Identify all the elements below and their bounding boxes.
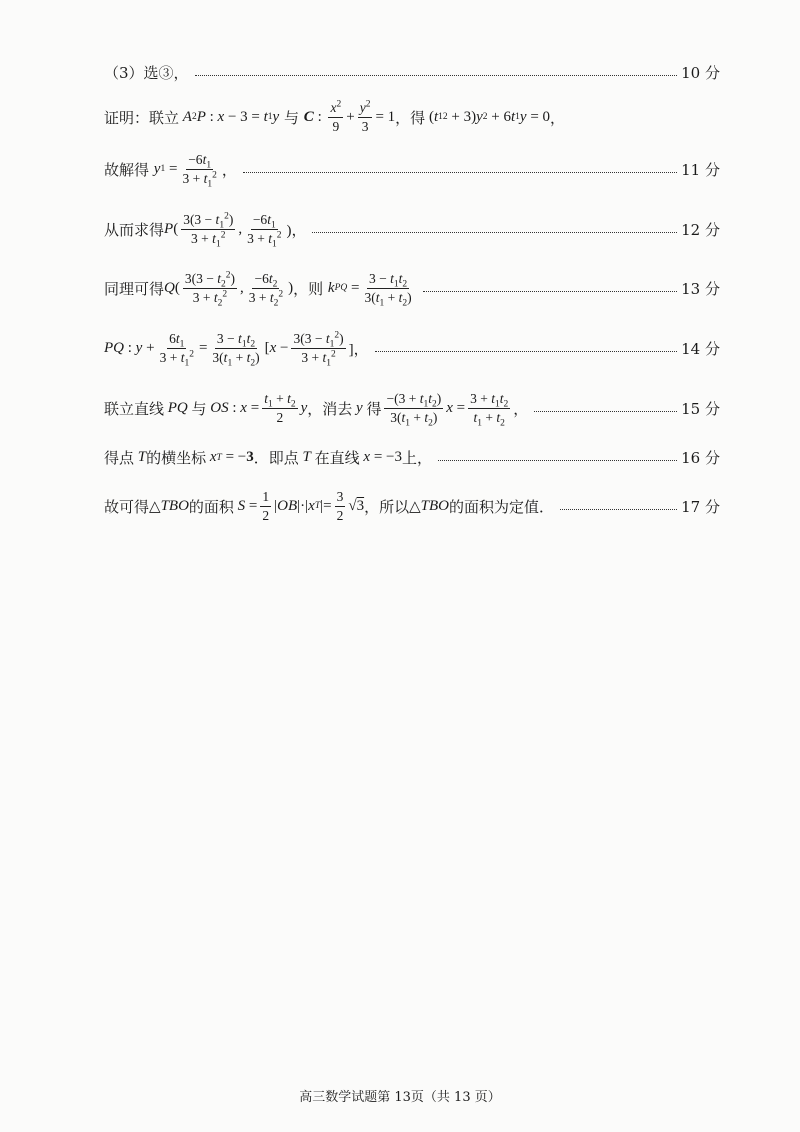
leader-dots — [312, 232, 677, 233]
solution-line-2 — [104, 100, 720, 134]
triangle-tbo: △ TBO — [149, 497, 189, 515]
line-pq-label: PQ — [164, 399, 192, 416]
line-a2p-equation: A 2 P : x − 3 = t 1 y — [179, 108, 280, 125]
triangle-tbo: △ TBO — [409, 497, 449, 515]
conj-get: 得 — [366, 399, 382, 418]
xt-value: x T = − 3 — [206, 449, 254, 465]
conj-eliminate: ，消去 — [307, 399, 353, 418]
score-17: 17 分 — [681, 497, 720, 516]
leader-dots — [423, 291, 678, 292]
conj-then: ，则 — [293, 279, 324, 298]
x-equation: $\frac{-(3 + t_1t_2)}{3(t_1 + t_2)}$ x = $\frac{3 + t_1t_2}{t_1 + t_2}$ ， — [386, 391, 529, 429]
score-14: 14 分 — [681, 339, 720, 358]
score-10: 10 分 — [681, 64, 720, 82]
leader-dots — [438, 460, 677, 461]
proof-intro: 证明：联立 — [104, 108, 180, 127]
line-pq-equation: PQ : y + $\frac{6t_1}{3 + t_1^2}$ = $\frac{3 - t_1t_2}{3(t_1 + t_2)}$ [ x − $\frac{3(3 - t_1^2)}{3 + t_1^2}$ ]， — [104, 330, 369, 369]
y1-solution: y 1 = $\frac{-6t_1}{3 + t_1^2}$ ， — [153, 152, 237, 190]
line-x-equals-minus-3: x = −3 — [359, 449, 402, 465]
text-so: ，所以 — [364, 497, 410, 516]
point-q-coordinates: Q ( $\frac{3(3 - t_2^2)}{3 + t_2^2}$ , $\frac{-6t_2}{3 + t_2^2}$ ) — [164, 270, 294, 309]
comma: ， — [550, 108, 566, 127]
solution-line-6 — [104, 330, 720, 369]
combine-intro: 联立直线 — [104, 399, 165, 418]
area-formula: S = $\frac{1}{2}$ | OB |·| x T |= $\frac{3}{2}$ √3 — [233, 489, 365, 523]
text-on-line: 在直线 — [314, 449, 360, 467]
solution-line-3 — [104, 152, 720, 190]
score-12: 12 分 — [681, 220, 720, 239]
solve-intro: 故解得 — [104, 160, 150, 179]
leader-dots — [375, 351, 678, 352]
point-q-intro: 同理可得 — [104, 279, 165, 298]
score-11: 11 分 — [681, 160, 720, 179]
ellipse-c-equation: C : $\frac{x^2}{9}$ + $\frac{y^2}{3}$ = 1 — [303, 99, 396, 134]
text-constant: 的面积为定值． — [449, 497, 555, 516]
solution-line-7 — [104, 391, 720, 429]
solution-line-8 — [104, 447, 720, 468]
solution-line-4 — [104, 211, 720, 250]
score-16: 16 分 — [681, 449, 720, 467]
text-abscissa: 的横坐标 — [146, 449, 207, 467]
slope-kpq: k PQ = $\frac{3 - t_1t_2}{3(t_1 + t_2)}$ — [327, 271, 412, 309]
point-intro: 得点 — [104, 449, 135, 467]
text-area: 的面积 — [188, 497, 234, 516]
conclusion-intro: 故可得 — [104, 497, 150, 516]
solution-line-1 — [104, 62, 720, 83]
text-above: 上， — [401, 449, 432, 467]
conj-and: 与 — [284, 108, 300, 127]
quadratic-in-y: ( t 1 2 + 3) y 2 + 6 t 1 y = 0 — [425, 108, 551, 125]
leader-dots — [195, 75, 678, 76]
point-p-intro: 从而求得 — [104, 220, 165, 239]
solution-line-9 — [104, 489, 720, 523]
var-T: T — [298, 449, 315, 465]
score-15: 15 分 — [681, 399, 720, 418]
line-os-equation: OS : x = $\frac{t_1 + t_2}{2}$ y — [206, 391, 308, 425]
part-3-choice: （3）选③， — [104, 64, 189, 82]
var-y: y — [352, 399, 367, 416]
leader-dots — [560, 509, 677, 510]
point-p-coordinates: P ( $\frac{3(3 - t_1^2)}{3 + t_1^2}$ , $\frac{-6t_1}{3 + t_1^2}$ )， — [164, 211, 307, 250]
score-13: 13 分 — [681, 279, 720, 298]
var-T: T — [134, 449, 147, 465]
text-that-is: ．即点 — [253, 449, 299, 467]
leader-dots — [534, 411, 677, 412]
page-footer: 高三数学试题第 13页（共 13 页） — [299, 1090, 501, 1105]
leader-dots — [243, 172, 677, 173]
solution-line-5 — [104, 270, 720, 309]
conj-get: ，得 — [395, 108, 426, 127]
conj-and: 与 — [191, 399, 207, 418]
